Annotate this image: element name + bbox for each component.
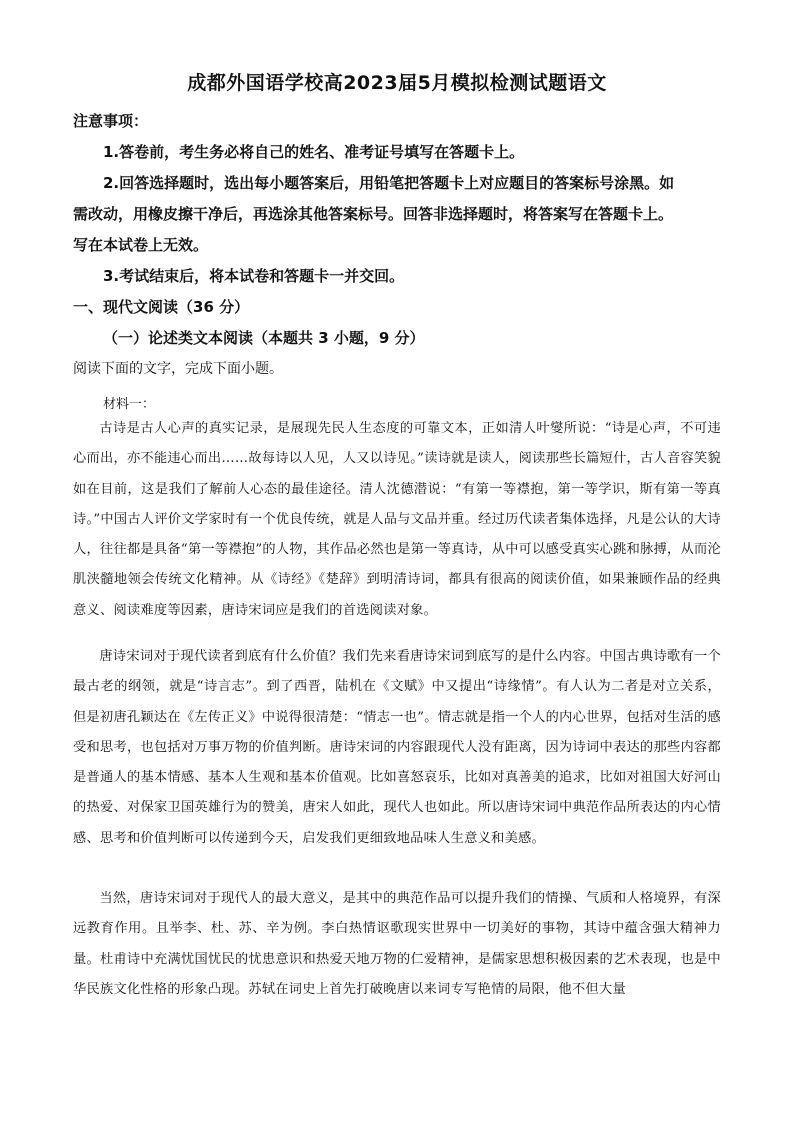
paragraph-1: 古诗是古人心声的真实记录，是展现先民人生态度的可靠文本，正如清人叶燮所说：“诗是心声，不可违心而出，亦不能违心而出……故每诗以人见，人又以诗见。”读诗就是读人，阅读那些长篇短什，古人音容笑貌如在目前，这是我们了解前人心态的最佳途径。清人沈德潜说：“有第一等襟抱，第一等学识，斯有第一等真诗。”中国古人评价文学家时有一个优良传统，就是人品与文品并重。经过历代读者集体选择，凡是公认的大诗人，往往都是具备“第一等襟抱”的人物，其作品必然也是第一等真诗，从中可以感受真实心跳和脉搏，从而沦肌浃髓地领会传统文化精神。从《诗经》《楚辞》到明清诗词，都具有很高的阅读价值，如果兼顾作品的经典意义、阅读难度等因素，唐诗宋词应是我们的首选阅读对象。 [73, 421, 721, 618]
notice-item-1: 1.答卷前，考生务必将自己的姓名、准考证号填写在答题卡上。 [103, 143, 525, 161]
paragraph-2: 唐诗宋词对于现代读者到底有什么价值？我们先来看唐诗宋词到底写的是什么内容。中国古典诗歌有一个最古老的纲领，就是“诗言志”。到了西晋，陆机在《文赋》中又提出“诗缘情”。有人认为二者是对立关系，但是初唐孔颖达在《左传正义》中说得很清楚：“情志一也”。情志就是指一个人的内心世界，包括对生活的感受和思考，也包括对万事万物的价值判断。唐诗宋词的内容跟现代人没有距离，因为诗词中表达的那些内容都是普通人的基本情感、基本人生观和基本价值观。比如喜怒哀乐，比如对真善美的追求，比如对祖国大好河山的热爱、对保家卫国英雄行为的赞美，唐宋人如此，现代人也如此。所以唐诗宋词中典范作品所表达的内心情感、思考和价值判断可以传递到今天，启发我们更细致地品味人生意义和美感。 [73, 649, 721, 846]
notice-heading: 注意事项： [73, 112, 149, 130]
reading-instruction: 阅读下面的文字，完成下面小题。 [73, 361, 283, 377]
subsection-heading: （一）论述类文本阅读（本题共 3 小题，9 分） [103, 329, 425, 347]
notice-item-2-line-3: 写在本试卷上无效。 [73, 236, 209, 254]
section-heading: 一、现代文阅读（36 分） [73, 298, 250, 316]
notice-item-2-line-2: 需改动，用橡皮擦干净后，再选涂其他答案标号。回答非选择题时，将答案写在答题卡上。 [73, 205, 674, 223]
material-label: 材料一： [103, 397, 156, 412]
notice-item-2-line-1: 2.回答选择题时，选出每小题答案后，用铅笔把答题卡上对应题目的答案标号涂黑。如 [103, 174, 675, 192]
exam-title: 成都外国语学校高2023届5月模拟检测试题语文 [187, 72, 607, 94]
paragraph-3: 当然，唐诗宋词对于现代人的最大意义，是其中的典范作品可以提升我们的情操、气质和人格境界，有深远教育作用。且举李、杜、苏、辛为例。李白热情讴歌现实世界中一切美好的事物，其诗中蕴含强大精神力量。杜甫诗中充满忧国忧民的忧患意识和热爱天地万物的仁爱精神，是儒家思想积极因素的艺术表现，也是中华民族文化性格的形象凸现。苏轼在词史上首先打破晚唐以来词专写艳情的局限，他不但大量 [73, 891, 721, 997]
notice-item-3: 3.考试结束后，将本试卷和答题卡一并交回。 [103, 267, 405, 285]
